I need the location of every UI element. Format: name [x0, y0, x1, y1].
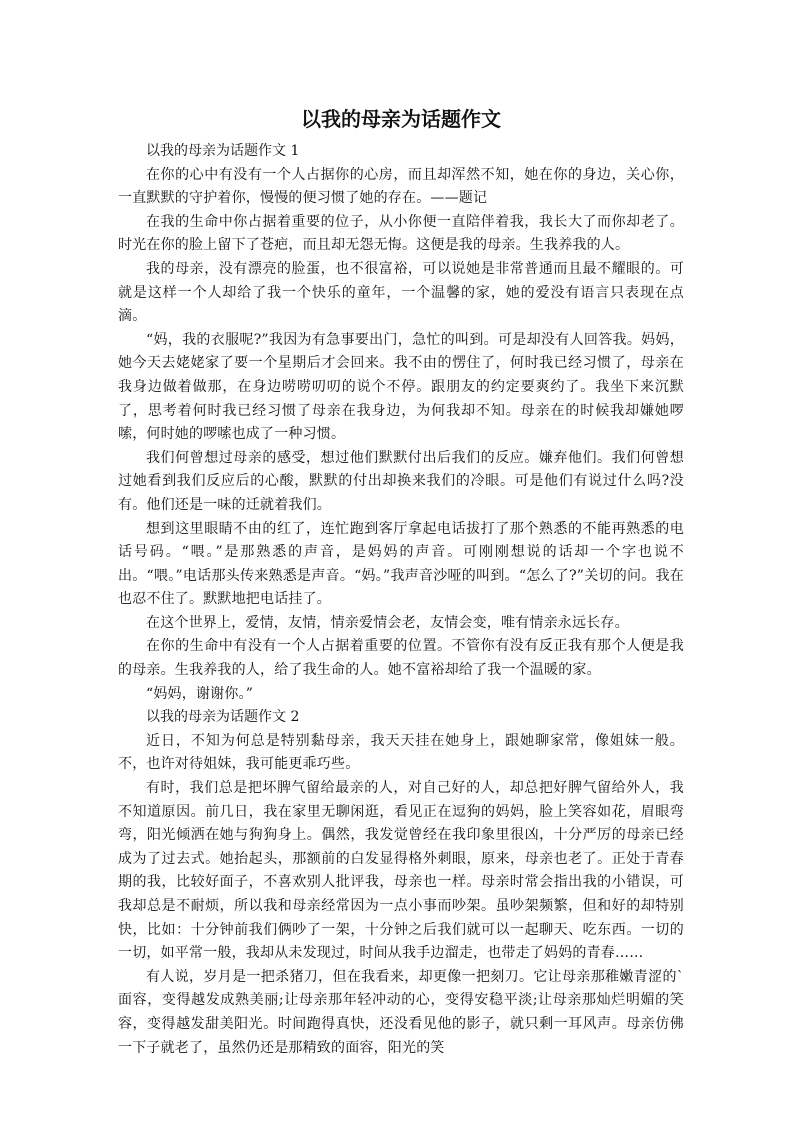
paragraph: “妈妈，谢谢你。”: [146, 685, 254, 702]
paragraph: 我的母亲，没有漂亮的脸蛋，也不很富裕，可以说她是非常普通而且最不耀眼的。可就是这样一个人却给了我一个快乐的童年，一个温馨的家，她的爱没有语言只表现在点滴。: [118, 260, 684, 325]
paragraph: 在你的生命中有没有一个人占据着重要的位置。不管你有没有反正我有那个人便是我的母亲。生我养我的人，给了我生命的人。她不富裕却给了我一个温暖的家。: [118, 638, 684, 679]
paragraph: 我们何曾想过母亲的感受，想过他们默默付出后我们的反应。嫌弃他们。我们何曾想过她看到我们反应后的心酸，默默的付出却换来我们的冷眼。可是他们有说过什么吗?没有。他们还是一味的迁就着我们。: [118, 449, 684, 513]
section-heading-2: 以我的母亲为话题作文 2: [146, 709, 300, 726]
paragraph: 想到这里眼睛不由的红了，连忙跑到客厅拿起电话拔打了那个熟悉的不能再熟悉的电话号码。“喂。”是那熟悉的声音，是妈妈的声音。可刚刚想说的话却一个字也说不出。“喂。”电话那头传来熟悉是声音。“妈。”我声音沙哑的叫到。“怎么了?”关切的问。我在也忍不住了。默默地把电话挂了。: [118, 520, 684, 608]
paragraph: 有人说，岁月是一把杀猪刀，但在我看来，却更像一把刻刀。它让母亲那稚嫩青涩的`面容，变得越发成熟美丽;让母亲那年轻冲动的心，变得安稳平淡;让母亲那灿烂明媚的笑容，变得越发甜美阳光。时间跑得真快，还没看见他的影子，就只剩一耳风声。母亲仿佛一下子就老了，虽然仍还是那精致的面容，阳光的笑: [118, 968, 684, 1056]
document-page: [118, 100, 684, 1060]
paragraph: 近日，不知为何总是特别黏母亲，我天天挂在她身上，跟她聊家常，像姐妹一般。不，也许对待姐妹，我可能更乖巧些。: [118, 732, 684, 773]
document-title: 以我的母亲为话题作文: [301, 107, 501, 131]
paragraph: “妈，我的衣服呢?”我因为有急事要出门，急忙的叫到。可是却没有人回答我。妈妈，她今天去姥姥家了要一个星期后才会回来。我不由的愣住了，何时我已经习惯了，母亲在我身边做着做那，在身边唠唠叨叨的说个不停。跟朋友的约定要爽约了。我坐下来沉默了，思考着何时我已经习惯了母亲在我身边，为何我却不知。母亲在的时候我却嫌她啰嗦，何时她的啰嗦也成了一种习惯。: [118, 331, 684, 443]
section-heading-1: 以我的母亲为话题作文 1: [146, 143, 300, 159]
paragraph: 在我的生命中你占据着重要的位子，从小你便一直陪伴着我，我长大了而你却老了。时光在你的脸上留下了苍疤，而且却无怨无悔。这便是我的母亲。生我养我的人。: [118, 213, 684, 254]
paragraph: 在你的心中有没有一个人占据你的心房，而且却浑然不知，她在你的身边，关心你，一直默默的守护着你，慢慢的便习惯了她的存在。——题记: [118, 166, 684, 207]
paragraph: 有时，我们总是把坏脾气留给最亲的人，对自己好的人，却总把好脾气留给外人，我不知道原因。前几日，我在家里无聊闲逛，看见正在逗狗的妈妈，脸上笑容如花，眉眼弯弯，阳光倾洒在她与狗狗身上。偶然，我发觉曾经在我印象里很凶，十分严厉的母亲已经成为了过去式。她抬起头，那额前的白发显得格外刺眼，原来，母亲也老了。正处于青春期的我，比较好面子，不喜欢别人批评我，母亲也一样。母亲时常会指出我的小错误，可我却总是不耐烦，所以我和母亲经常因为一点小事而吵架。虽吵架频繁，但和好的却特别快，比如：十分钟前我们俩吵了一架，十分钟之后我们就可以一起聊天、吃东西。一切的一切，如平常一般，我却从未发现过，时间从我手边溜走，也带走了妈妈的青春……: [118, 780, 684, 962]
paragraph: 在这个世界上，爱情，友情，情亲爱情会老，友情会变，唯有情亲永远长存。: [146, 614, 629, 631]
